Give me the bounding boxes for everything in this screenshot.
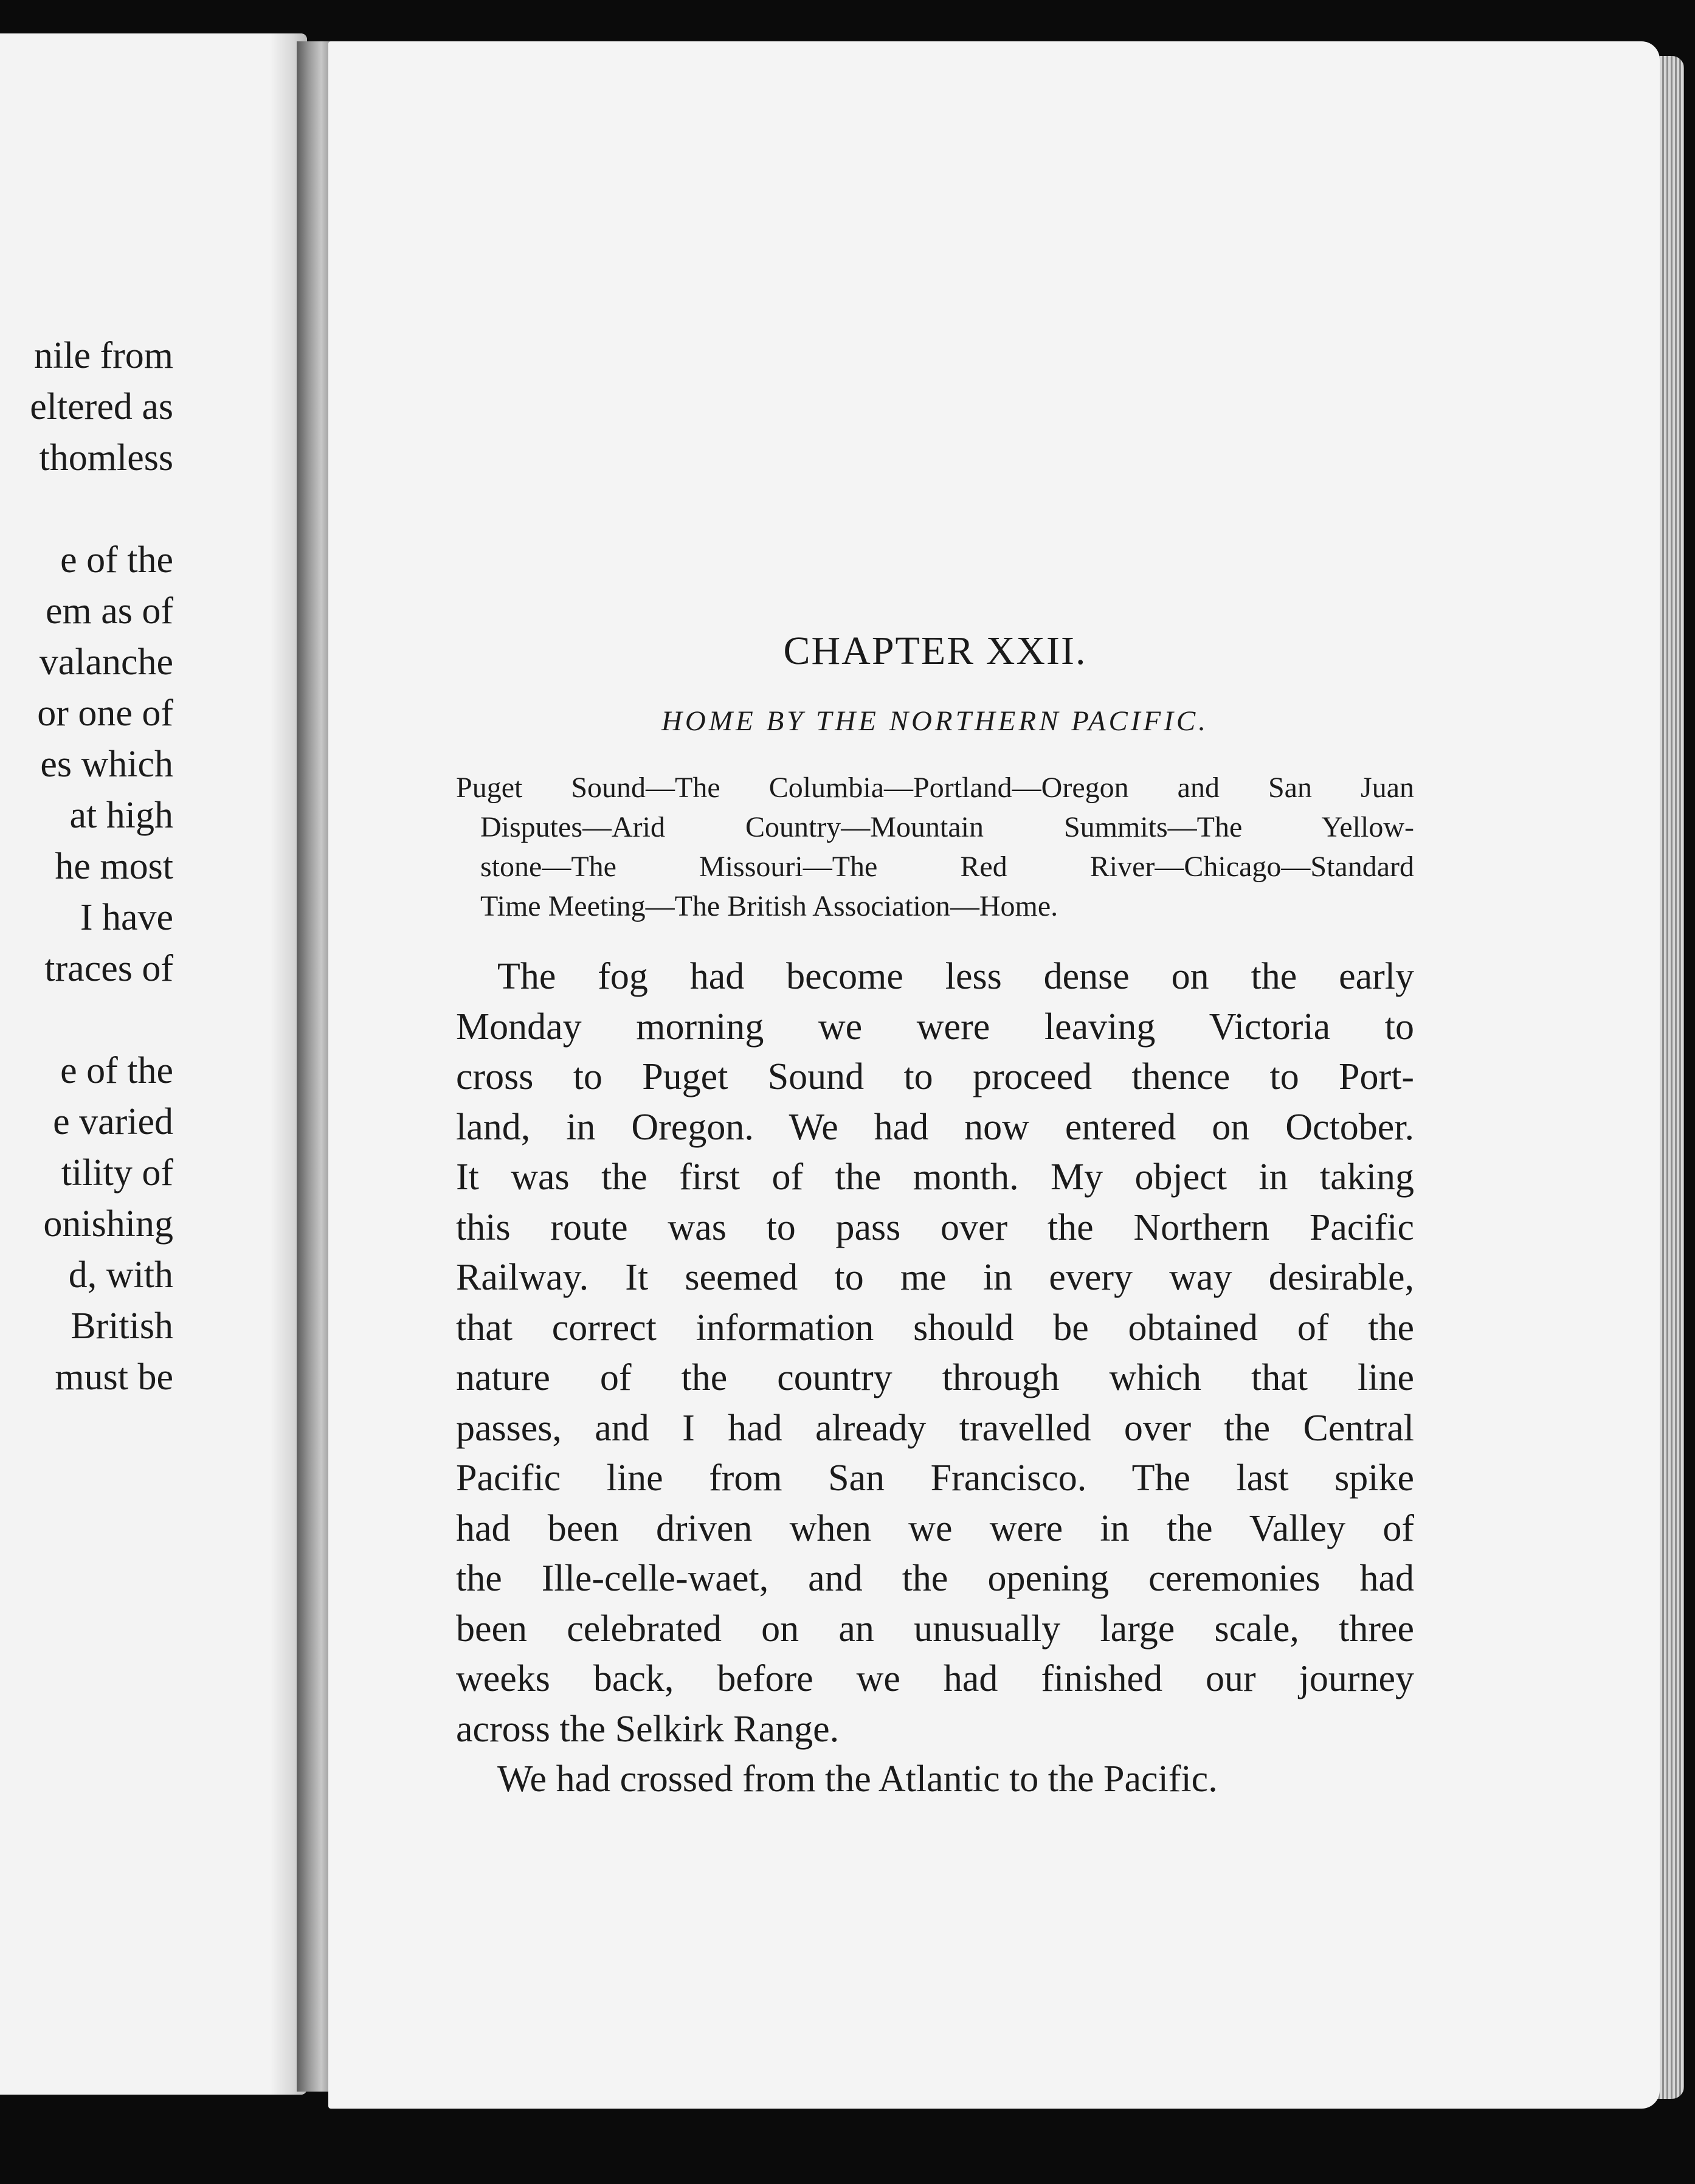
left-page-line: d, with [68, 1254, 173, 1296]
left-page-line: British [71, 1305, 173, 1347]
body-paragraph-1 [456, 952, 1414, 1754]
left-page-line: valanche [39, 641, 173, 683]
left-page-line [0, 994, 173, 1045]
paragraph-line: been celebrated on an unusually large scale, three [456, 1608, 1414, 1650]
paragraph-line: passes, and I had already travelled over the Central [456, 1407, 1414, 1449]
left-page-line: must be [55, 1356, 173, 1398]
left-page-line: es which [40, 744, 173, 785]
left-page [0, 33, 307, 2095]
paragraph-line: It was the first of the month. My object in taking [456, 1156, 1414, 1198]
chapter-title: CHAPTER XXII. [783, 629, 1087, 673]
left-page-line: tility of [61, 1152, 173, 1194]
page-content [456, 628, 1414, 1805]
left-page-line: or one of [37, 693, 173, 734]
left-page-line: em as of [45, 590, 173, 632]
left-page-line: onishing [43, 1203, 173, 1245]
paragraph-line: land, in Oregon. We had now entered on October. [456, 1106, 1414, 1148]
paragraph-line: Pacific line from San Francisco. The last spike [456, 1457, 1414, 1499]
left-page-line: he most [55, 846, 173, 887]
paragraph-line: Monday morning we were leaving Victoria to [456, 1006, 1414, 1048]
left-page-line: traces of [44, 948, 173, 989]
paragraph-line: Railway. It seemed to me in every way desirable, [456, 1257, 1414, 1298]
paragraph-line: across the Selkirk Range. [456, 1708, 840, 1750]
synopsis-line: Disputes—Arid Country—Mountain Summits—The Yellow- [480, 811, 1414, 843]
right-page [328, 41, 1660, 2109]
paragraph-line: weeks back, before we had finished our journey [456, 1658, 1414, 1699]
left-page-line: nile from [34, 335, 173, 376]
chapter-subtitle: HOME BY THE NORTHERN PACIFIC. [661, 705, 1209, 737]
paragraph-line: nature of the country through which that line [456, 1357, 1414, 1398]
synopsis-line: Puget Sound—The Columbia—Portland—Oregon and San Juan [456, 772, 1414, 804]
left-page-line [0, 483, 173, 534]
paragraph-line: The fog had become less dense on the early [497, 956, 1414, 997]
left-page-line: e of the [60, 1050, 173, 1091]
left-page-line: e varied [53, 1101, 173, 1142]
paragraph-line: We had crossed from the Atlantic to the Pacific. [497, 1758, 1218, 1800]
left-page-line: at high [69, 795, 173, 836]
synopsis-line: Time Meeting—The British Association—Home. [480, 890, 1058, 922]
paragraph-line: cross to Puget Sound to proceed thence to Port- [456, 1056, 1414, 1097]
paragraph-line: this route was to pass over the Northern Pacific [456, 1206, 1414, 1248]
synopsis-line: stone—The Missouri—The Red River—Chicago—Standard [480, 851, 1414, 883]
left-page-line: thomless [39, 437, 173, 479]
left-page-line: eltered as [30, 386, 173, 427]
paragraph-line: the Ille-celle-waet, and the opening ceremonies had [456, 1558, 1414, 1599]
body-paragraph-2 [456, 1754, 1414, 1805]
left-page-text [0, 330, 173, 1403]
left-page-line: I have [80, 897, 173, 938]
paragraph-line: that correct information should be obtained of the [456, 1307, 1414, 1349]
left-page-line: e of the [60, 539, 173, 581]
paragraph-line: had been driven when we were in the Valley of [456, 1507, 1414, 1549]
chapter-synopsis [456, 768, 1414, 926]
